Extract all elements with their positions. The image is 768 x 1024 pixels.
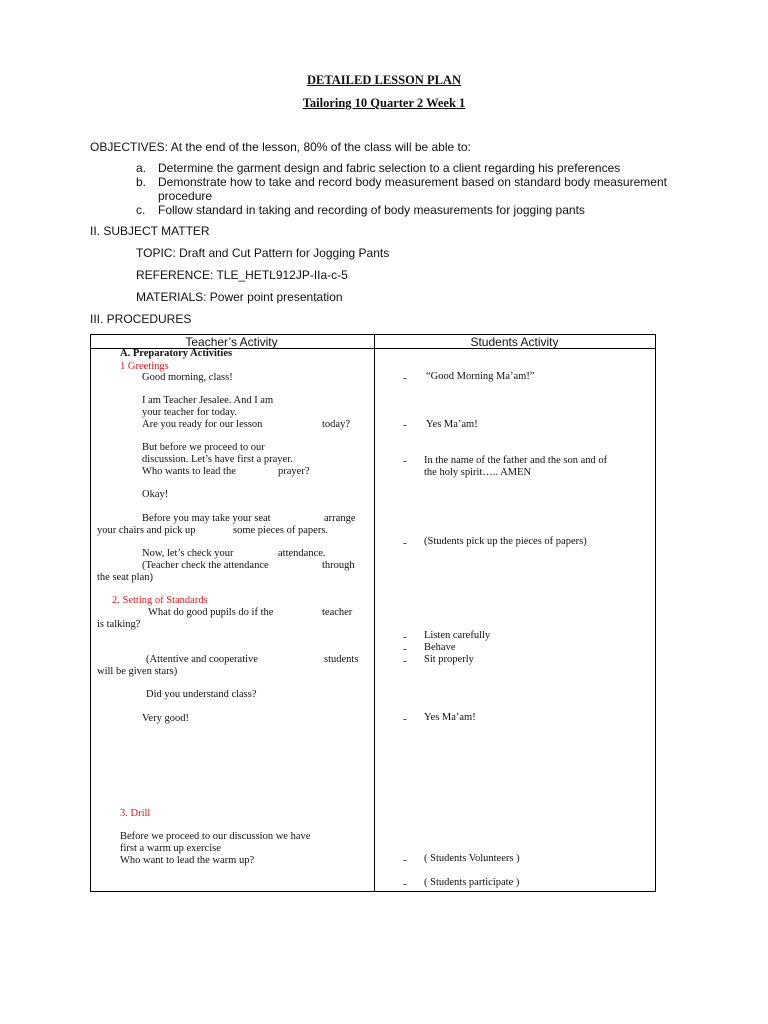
reference-line: REFERENCE: TLE_HETL912JP-IIa-c-5 — [136, 268, 348, 282]
teacher-before-line3: Who wants to lead the — [142, 466, 236, 477]
student-prayer-line1: In the name of the father and the son and of — [424, 455, 608, 466]
teacher-stars-line1: (Attentive and cooperative — [146, 654, 258, 665]
topic-line: TOPIC: Draft and Cut Pattern for Jogging Pants — [136, 246, 390, 260]
subject-matter-heading: II. SUBJECT MATTER — [90, 224, 210, 238]
teacher-standards-line1: What do good pupils do if the — [148, 607, 274, 618]
objective-marker-b: b. — [136, 175, 147, 189]
teacher-stars-line1-end: students — [324, 654, 359, 665]
student-listen: Listen carefully — [424, 630, 491, 641]
student-good-morning: “Good Morning Ma’am!” — [426, 371, 535, 382]
teacher-intro-line2: your teacher for today. — [142, 407, 237, 418]
preparatory-activities-heading: A. Preparatory Activities — [120, 348, 233, 359]
document-title: DETAILED LESSON PLAN — [307, 73, 461, 87]
objectives-intro: OBJECTIVES: At the end of the lesson, 80% of the class will be able to: — [90, 140, 471, 154]
teacher-good-morning: Good morning, class! — [142, 372, 233, 383]
teacher-understand: Did you understand class? — [146, 689, 257, 700]
student-prayer-line2: the holy spirit….. AMEN — [424, 467, 532, 478]
teacher-attendance-line2: (Teacher check the attendance — [142, 560, 269, 571]
teacher-ready-line-end: today? — [322, 419, 350, 430]
drill-label: 3. Drill — [120, 808, 151, 819]
student-dash: - — [403, 643, 407, 655]
student-dash: - — [403, 455, 407, 467]
student-dash: - — [403, 631, 407, 643]
teacher-before-line3-end: prayer? — [278, 466, 310, 477]
teacher-seat-line2: your chairs and pick up — [97, 525, 196, 536]
document-subtitle: Tailoring 10 Quarter 2 Week 1 — [302, 96, 466, 110]
teacher-before-line2: discussion. Let’s have first a prayer. — [142, 454, 293, 465]
teacher-okay: Okay! — [142, 489, 169, 500]
student-behave: Behave — [424, 642, 456, 653]
objective-marker-c: c. — [136, 203, 146, 217]
teacher-standards-line1-end: teacher — [322, 607, 353, 618]
column-divider — [374, 335, 375, 891]
student-sit: Sit properly — [424, 654, 474, 665]
teacher-seat-line1: Before you may take your seat — [142, 513, 271, 524]
student-pick-papers: (Students pick up the pieces of papers) — [424, 536, 587, 547]
student-dash: - — [403, 372, 407, 384]
student-dash: - — [403, 655, 407, 667]
teacher-attendance-line2-end: through — [322, 560, 355, 571]
teacher-stars-line2: will be given stars) — [97, 666, 178, 677]
student-yes-1: Yes Ma’am! — [426, 419, 478, 430]
objective-marker-a: a. — [136, 161, 147, 175]
teacher-attendance-line1-end: attendance. — [278, 548, 326, 559]
objective-a: Determine the garment design and fabric selection to a client regarding his preferences — [158, 161, 621, 175]
teacher-column-header: Teacher’s Activity — [185, 335, 278, 349]
teacher-attendance-line1: Now, let’s check your — [142, 548, 234, 559]
student-dash: - — [403, 537, 407, 549]
student-dash: - — [403, 878, 407, 890]
teacher-ready-line: Are you ready for our lesson — [142, 419, 263, 430]
teacher-drill-line2: first a warm up exercise — [120, 843, 221, 854]
student-dash: - — [403, 713, 407, 725]
teacher-before-line1: But before we proceed to our — [142, 442, 265, 453]
student-volunteers: ( Students Volunteers ) — [424, 853, 520, 864]
student-dash: - — [403, 419, 407, 431]
teacher-very-good: Very good! — [142, 713, 189, 724]
objective-b: Demonstrate how to take and record body measurement based on standard body measurement — [158, 175, 667, 189]
objective-c: Follow standard in taking and recording of body measurements for jogging pants — [158, 203, 585, 217]
student-participate: ( Students participate ) — [424, 877, 520, 888]
teacher-drill-line1: Before we proceed to our discussion we have — [120, 831, 311, 842]
teacher-drill-line3: Who want to lead the warm up? — [120, 855, 255, 866]
student-yes-2: Yes Ma’am! — [424, 712, 476, 723]
greetings-label: 1 Greetings — [120, 361, 169, 372]
teacher-seat-line2-end: some pieces of papers. — [233, 525, 329, 536]
teacher-intro-line1: I am Teacher Jesalee. And I am — [142, 395, 274, 406]
teacher-standards-line2: is talking? — [97, 619, 141, 630]
objective-b-cont: procedure — [158, 189, 213, 203]
setting-standards-label: 2. Setting of Standards — [112, 595, 208, 606]
materials-line: MATERIALS: Power point presentation — [136, 290, 343, 304]
procedures-heading: III. PROCEDURES — [90, 312, 192, 326]
students-column-header: Students Activity — [470, 335, 559, 349]
teacher-seat-line1-end: arrange — [324, 513, 356, 524]
student-dash: - — [403, 854, 407, 866]
teacher-attendance-line3: the seat plan) — [97, 572, 153, 583]
